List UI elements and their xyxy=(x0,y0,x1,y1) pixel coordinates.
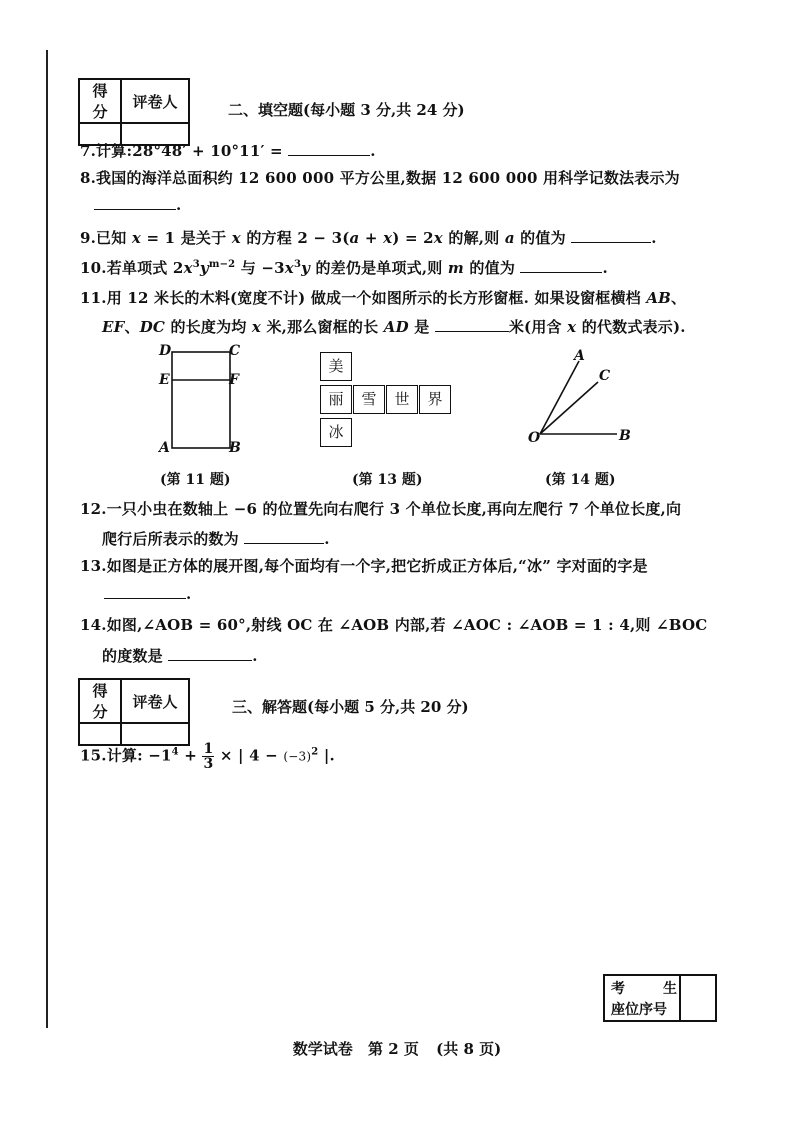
q10-var: y xyxy=(199,259,209,277)
q10-var: y xyxy=(301,259,311,277)
question-11-line2 xyxy=(102,316,686,337)
question-8 xyxy=(80,167,680,188)
ray-oa xyxy=(540,361,579,434)
ray-oc xyxy=(540,382,598,434)
q11-answer-blank[interactable] xyxy=(435,318,509,332)
fig11-caption: (第 11 题) xyxy=(160,472,231,488)
fig11-label-d: D xyxy=(159,343,172,359)
q9-part: 9.已知 xyxy=(80,229,132,247)
fig14-label-o: O xyxy=(528,430,541,446)
net-cell-top: 美 xyxy=(320,352,352,381)
q9-part: 的解,则 xyxy=(442,229,505,247)
fig11-label-b: B xyxy=(229,440,241,456)
q12-text: 12.一只小虫在数轴上 −6 的位置先向右爬行 3 个单位长度,再向左爬行 7 个单位长度,向 xyxy=(80,500,682,518)
fig11-label-c: C xyxy=(229,343,241,359)
fig11-frame-rect xyxy=(172,352,230,448)
q11-part: 11.用 12 米长的木料(宽度不计) 做成一个如图所示的长方形窗框. 如果设窗框横档 xyxy=(80,289,647,307)
q11-var: AD xyxy=(383,318,409,336)
seat-label-sheng: 生 xyxy=(663,981,677,997)
q11-part: 米(用含 xyxy=(508,318,568,336)
score-box-section3 xyxy=(78,678,190,746)
fig14-caption: (第 14 题) xyxy=(545,472,616,488)
question-11 xyxy=(80,287,686,308)
q9-var: a xyxy=(349,229,360,247)
seat-box-divider xyxy=(679,976,681,1020)
q11-part: 是 xyxy=(408,318,430,336)
footer-subject: 数学试卷 xyxy=(292,1040,353,1058)
q9-var: x xyxy=(383,229,393,247)
net-cell-4: 界 xyxy=(419,385,451,414)
q9-var: x xyxy=(433,229,443,247)
footer-page-number: 第 2 页 xyxy=(368,1040,419,1058)
q9-part: 的方程 2 − 3( xyxy=(240,229,350,247)
q14-answer-blank[interactable] xyxy=(168,647,252,661)
q11-part: 的代数式表示). xyxy=(576,318,686,336)
q9-end: . xyxy=(651,229,657,247)
q10-exp: 3 xyxy=(293,259,302,270)
q11-var: DC xyxy=(139,318,166,336)
q10-var: x xyxy=(284,259,294,277)
fig11-label-f: F xyxy=(229,372,239,388)
q9-var: x xyxy=(131,229,142,247)
question-12 xyxy=(80,498,681,519)
net-cell-2: 雪 xyxy=(353,385,385,414)
question-14 xyxy=(80,614,707,635)
page-footer xyxy=(0,1038,794,1059)
q11-var: AB xyxy=(646,289,672,307)
q10-answer-blank[interactable] xyxy=(520,259,602,273)
q11-var: x xyxy=(567,318,577,336)
question-7 xyxy=(80,140,376,161)
question-15 xyxy=(80,742,335,771)
q15-part: 15.计算: −1 xyxy=(80,746,172,765)
q14-text: 14.如图,∠AOB = 60°,射线 OC 在 ∠AOB 内部,若 ∠AOC : ∠AOB = 1 : 4,则 ∠BOC xyxy=(80,616,708,634)
q10-exp: m−2 xyxy=(208,259,236,270)
q15-part: |. xyxy=(318,746,335,765)
q9-var: a xyxy=(504,229,515,247)
q13-end: . xyxy=(186,585,192,603)
q15-exp: 4 xyxy=(171,746,179,758)
q9-part: = 1 是关于 xyxy=(141,229,232,247)
q9-part: 的值为 xyxy=(514,229,566,247)
q10-part: 与 −3 xyxy=(235,259,285,277)
q10-part: 的值为 xyxy=(464,259,516,277)
q10-part: 的差仍是单项式,则 xyxy=(310,259,448,277)
q8-answer-blank[interactable] xyxy=(94,196,176,210)
seat-label-row1 xyxy=(611,978,677,998)
score-label: 得分 xyxy=(79,679,121,723)
grader-label: 评卷人 xyxy=(121,679,189,723)
q15-part: + xyxy=(178,746,203,765)
q11-part: 米,那么窗框的长 xyxy=(261,318,384,336)
binding-line xyxy=(46,50,48,1028)
q8-text: 8.我国的海洋总面积约 12 600 000 平方公里,数据 12 600 000 用科学记数法表示为 xyxy=(80,169,680,187)
net-cell-bottom: 冰 xyxy=(320,418,352,447)
q10-part: 10.若单项式 2 xyxy=(80,259,184,277)
fig13-caption: (第 13 题) xyxy=(352,472,423,488)
fig14-label-b: B xyxy=(619,428,631,444)
q11-var: EF xyxy=(102,318,125,336)
q10-exp: 3 xyxy=(192,259,200,270)
q11-part: 的长度为均 xyxy=(165,318,252,336)
q10-var: x xyxy=(183,259,193,277)
net-cell-left: 丽 xyxy=(320,385,352,414)
q15-exp: 2 xyxy=(311,746,319,758)
q13-answer-blank[interactable] xyxy=(104,585,186,599)
q15-part: × | 4 − xyxy=(214,746,284,765)
fig14-label-c: C xyxy=(599,368,611,384)
q7-answer-blank[interactable] xyxy=(288,142,370,156)
q11-part: 、 xyxy=(124,318,140,336)
q14-end: . xyxy=(252,647,258,665)
q12-answer-blank[interactable] xyxy=(244,530,324,544)
score-box-section2 xyxy=(78,78,190,146)
question-14-line2 xyxy=(102,645,258,666)
q10-end: . xyxy=(602,259,608,277)
q10-var: m xyxy=(447,259,464,277)
fig11-label-e: E xyxy=(159,372,170,388)
score-label: 得分 xyxy=(79,79,121,123)
q9-var: x xyxy=(231,229,241,247)
section3-title: 三、解答题(每小题 5 分,共 20 分) xyxy=(232,698,469,716)
q12-end: . xyxy=(324,530,330,548)
grader-label: 评卷人 xyxy=(121,79,189,123)
question-12-line2 xyxy=(102,528,330,549)
seat-number-box xyxy=(603,974,717,1022)
q9-part: + xyxy=(359,229,384,247)
q8-end: . xyxy=(176,196,182,214)
q14-text2: 的度数是 xyxy=(102,647,163,665)
fraction-numerator: 1 xyxy=(203,741,214,757)
fraction-denominator: 3 xyxy=(203,756,214,772)
section2-title: 二、填空题(每小题 3 分,共 24 分) xyxy=(228,101,465,119)
q7-end: . xyxy=(370,142,376,160)
question-13-line2 xyxy=(80,585,191,603)
q12-text2: 爬行后所表示的数为 xyxy=(102,530,239,548)
q15-part: (−3) xyxy=(283,749,312,764)
q9-answer-blank[interactable] xyxy=(571,229,651,243)
fig14-label-a: A xyxy=(574,348,585,364)
q11-part: 、 xyxy=(671,289,687,307)
q15-answer-area[interactable] xyxy=(80,780,760,960)
q13-text: 13.如图是正方体的展开图,每个面均有一个字,把它折成正方体后,“冰” 字对面的字是 xyxy=(80,557,648,575)
q15-fraction xyxy=(202,742,214,771)
q9-part: ) = 2 xyxy=(392,229,434,247)
q11-var: x xyxy=(251,318,262,336)
question-13 xyxy=(80,555,648,576)
fig11-label-a: A xyxy=(159,440,170,456)
seat-label-kao: 考 xyxy=(611,981,625,997)
question-10 xyxy=(80,257,608,278)
footer-total-pages: (共 8 页) xyxy=(436,1040,502,1058)
seat-label-row2: 座位序号 xyxy=(611,1002,667,1018)
net-cell-3: 世 xyxy=(386,385,418,414)
question-9 xyxy=(80,227,657,248)
q7-text: 7.计算:28°48′ + 10°11′ = xyxy=(80,142,283,160)
seat-number-input[interactable] xyxy=(683,978,715,1018)
question-8-line2 xyxy=(80,196,181,214)
